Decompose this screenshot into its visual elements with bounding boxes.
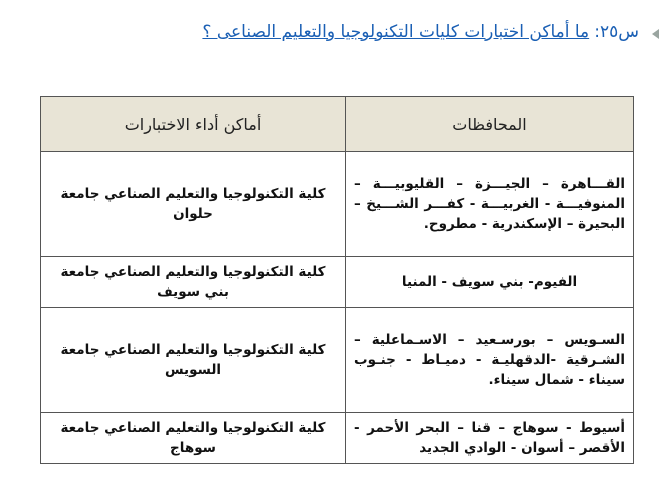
header-places: أماكن أداء الاختبارات bbox=[41, 97, 346, 152]
table-row bbox=[41, 413, 634, 464]
table-row bbox=[41, 152, 634, 257]
place-cell: كلية التكنولوجيا والتعليم الصناعي جامعة سوهاج bbox=[41, 413, 346, 464]
table-header-row bbox=[41, 97, 634, 152]
governorates-cell: السـويس – بورسـعيد – الاسـماعلية – الشـرقية -الدقهليـة - دميـاط - جنـوب سيناء - شمال سيناء. bbox=[346, 308, 634, 413]
header-governorates: المحافظات bbox=[346, 97, 634, 152]
governorates-cell: أسيوط - سوهاج – قنا – البحر الأحمر - الأقصر – أسوان - الوادي الجديد bbox=[346, 413, 634, 464]
table-row bbox=[41, 308, 634, 413]
question-number: س٢٥: bbox=[594, 22, 639, 42]
place-cell: كلية التكنولوجيا والتعليم الصناعي جامعة السويس bbox=[41, 308, 346, 413]
table-row bbox=[41, 257, 634, 308]
bullet-triangle-icon bbox=[652, 29, 659, 39]
exam-locations-table bbox=[40, 96, 634, 464]
place-cell: كلية التكنولوجيا والتعليم الصناعي جامعة حلوان bbox=[41, 152, 346, 257]
governorates-cell: الفيوم- بني سويف - المنيا bbox=[346, 257, 634, 308]
governorates-cell: القـــاهرة – الجيـــزة – القليوبيـــة – المنوفيـــة - الغربيـــة - كفـــر الشـــيخ – البحيرة – الإسكندرية - مطروح. bbox=[346, 152, 634, 257]
question-link[interactable]: ما أماكن اختبارات كليات التكنولوجيا والتعليم الصناعى ؟ bbox=[202, 22, 590, 42]
place-cell: كلية التكنولوجيا والتعليم الصناعي جامعة بني سويف bbox=[41, 257, 346, 308]
question-line bbox=[20, 22, 639, 48]
